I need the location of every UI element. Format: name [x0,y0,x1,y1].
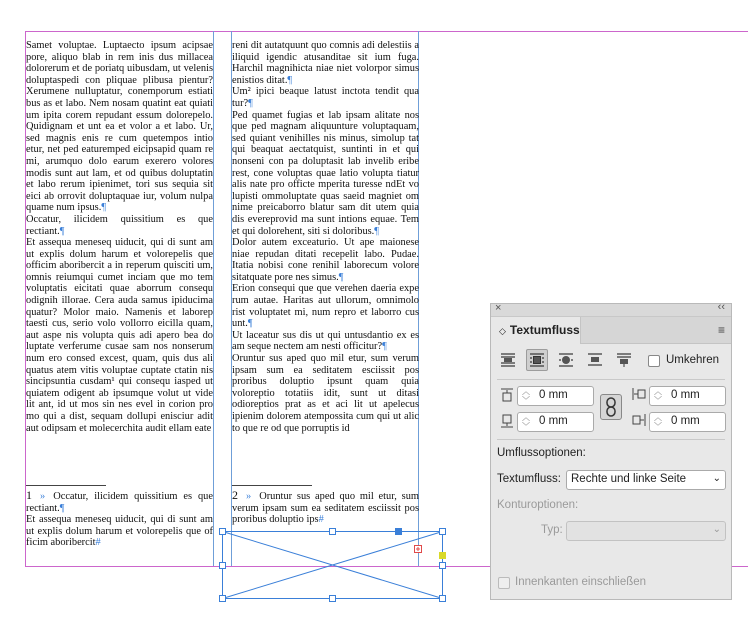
text-wrap-panel [490,303,732,600]
paragraph: Oruntur sus aped quo mil etur, sum verum ipsam sum ea seditatem esciissit pos proribus doluptio ipsunt quam quia voloreptio totatiis idit, sunt ut ditasi odioreptios prat as et aci lit ut apelecus ipienim dolorem atempossita cum qui ut alic to que re od que porruptis id [232,353,419,434]
paragraph: Erion consequi que que verehen daeria expe rum autae. Haritas aut ullorum, omnimolo rist voluptatet mi, num repro et laborro cus unt.¶ [232,283,419,330]
chevron-down-icon: ⌄ [712,473,721,484]
footnote-entry: 2 » Oruntur sus aped quo mil etur, sum verum ipsam sum ea seditatem esciissit pos proribus doluptio ips# [232,490,419,526]
contour-options-heading: Konturoptionen: [497,499,579,511]
jump-object-icon[interactable] [584,349,606,371]
chain-link-icon [601,395,621,419]
close-icon[interactable]: × [495,302,502,314]
divider [497,439,725,440]
wrap-object-shape-icon[interactable] [555,349,577,371]
chevron-down-icon: ⌄ [712,524,721,535]
type-label: Typ: [541,524,563,536]
stepper-icon[interactable]: ︿ ﹀ [522,387,530,405]
wrap-bounding-box-icon[interactable] [526,349,548,371]
no-wrap-icon[interactable] [497,349,519,371]
collapse-icon[interactable]: ‹‹ [717,301,725,313]
top-offset-field[interactable]: ︿ ﹀ 0 mm [517,386,594,406]
include-inner-edges-label: Innenkanten einschließen [515,576,647,588]
footnote-separator [26,485,106,486]
bottom-offset-icon [501,414,513,428]
include-inner-edges-checkbox[interactable] [498,577,510,589]
top-offset-icon [501,388,513,402]
paragraph: Um² ipici beaque latust inctota tendit qua tur?¶ [232,86,419,109]
wrap-to-select[interactable]: Rechte und linke Seite ⌄ [566,470,726,490]
margin-guide-bottom-right [732,566,748,567]
paragraph: Ut laceatur sus dis ut qui untusdantio ex es am seque nectem am nesti officitur?¶ [232,329,419,353]
panel-title-bar[interactable] [491,301,731,317]
panel-title: Textumfluss [509,323,580,337]
invert-checkbox[interactable] [648,355,660,367]
wrap-to-label: Textumfluss: [497,473,561,485]
footnote-left[interactable] [26,490,213,560]
bottom-offset-field[interactable]: ︿ ﹀ 0 mm [517,412,594,432]
right-offset-icon [632,414,646,426]
footnote-entry: 1 » Occatur, ilicidem quissitium es que rectiant.¶ [26,490,213,514]
text-column-right[interactable] [232,40,419,478]
divider [497,379,725,380]
paragraph: Occatur, ilicidem quissitium es que rectiant.¶ [26,213,213,237]
tab-text-wrap[interactable] [491,317,581,344]
footnote-entry: Et assequa meneseq uiducit, qui di sunt am ut explis dolum harum et volorepelis que of ficim aboribercit# [26,514,213,549]
column-guide [213,31,214,566]
paragraph: Et assequa meneseq uiducit, qui di sunt am ut explis dolum harum et volorepelis que officim aboribercit a in reperum quisciti um, omnis reiumqui cumet inciam que mo tem voluptatis eicitati quae aborrum consequ odignih illorae. Cera auda samus ipiducima quatur? Molor maio. Namenis et laborep taesti cus, serio volo vollorro eicilla quam, aut aspe nis volupta quis adi apero bea do luptate verferume cusae sam nos nonserum num ero consed excest, quam, quis dus ali quatus atem vitis voluptae cuptate ctatin nis sincipsuntia cusdam¹ qui consequ iasped ut quiatem odigent ab ipsumque volut ut vide lit ant, id ut mos sin nes evel in corion pro mo qui a dist, sequam dollupi enisciur adit aut odipsam et molecerchita audit ellam eate [26,237,213,434]
footnote-separator [232,485,312,486]
text-column-left[interactable] [26,40,213,478]
expand-options-icon[interactable]: ◇ [499,326,506,336]
paragraph: Dolor autem exceaturio. Ut ape maionese niae repudan ditati recepelit labo. Pudae. Itatia nobisi cone renihil laborecum volore sitatquate pore nes simus.¶ [232,237,419,283]
stepper-icon[interactable]: ︿ ﹀ [654,387,662,405]
stepper-icon[interactable]: ︿ ﹀ [654,413,662,431]
wrap-options-heading: Umflussoptionen: [497,447,586,459]
paragraph: Samet voluptae. Luptaecto ipsum acipsae pore, aliquo blab in rem inis dus millacea dolorerum et de poriatq uibusdam, ut velenis doluptaspedi con pliquae plibusa pientur? Xerumene nulluptatur, conemporum estiati bus as et labo. Nem nosam quatint eat quiati um ipita corem repudant essum dolorepelo. Quidignam et unt ea et volor a et labo. Ur, sed magnis enis re cum quetempos intio etur, net ped eaturemped eicipsapid quam re mi, arumquo dolo earum exerero volores modis sunt aut lam, et od quibus doluptatin et labo rerum ipienimet, tori sus sequia sit eici ab orrovit doluptaquae iur, volum nulpa quame num ipsus.¶ [26,40,213,214]
link-offsets-button[interactable] [600,394,622,420]
selected-graphic-frame[interactable] [218,527,450,605]
type-select[interactable] [566,521,726,541]
left-offset-icon [632,388,646,400]
panel-menu-icon[interactable]: ≡ [717,323,725,337]
paragraph: reni dit autatquunt quo comnis adi delestiis a iliquid igendic atusanditae sit ium fuga. Harchil magnihicta niae niet volorpor simus enistios ditat.¶ [232,40,419,86]
stepper-icon[interactable]: ︿ ﹀ [522,413,530,431]
right-offset-field[interactable]: ︿ ﹀ 0 mm [649,412,726,432]
panel-tab-row [491,317,731,344]
invert-label: Umkehren [666,354,720,366]
margin-guide-top [25,31,748,32]
paragraph: Ped quamet fugias et lab ipsam alitate nos que ped magnam aliquunture voluptaquam, sed quiant venihilles nis minus, simolup tat qui beaquat aectatquist, suntinti in et qui nonseni con pa doluptasit lab invelib eribe rest, cone voluptas quae latio volupta tiatur alis nate pro officte mperita turesse ndEt vo lupisti ommoluptate quas saeid magniet om nime preicaborro blatur sam dit utem quia dis evereprovid ma sunt intions equae. Tem et qui dolorehent, siti si doloribus.¶ [232,109,419,237]
left-offset-field[interactable]: ︿ ﹀ 0 mm [649,386,726,406]
jump-next-column-icon[interactable] [613,349,635,371]
